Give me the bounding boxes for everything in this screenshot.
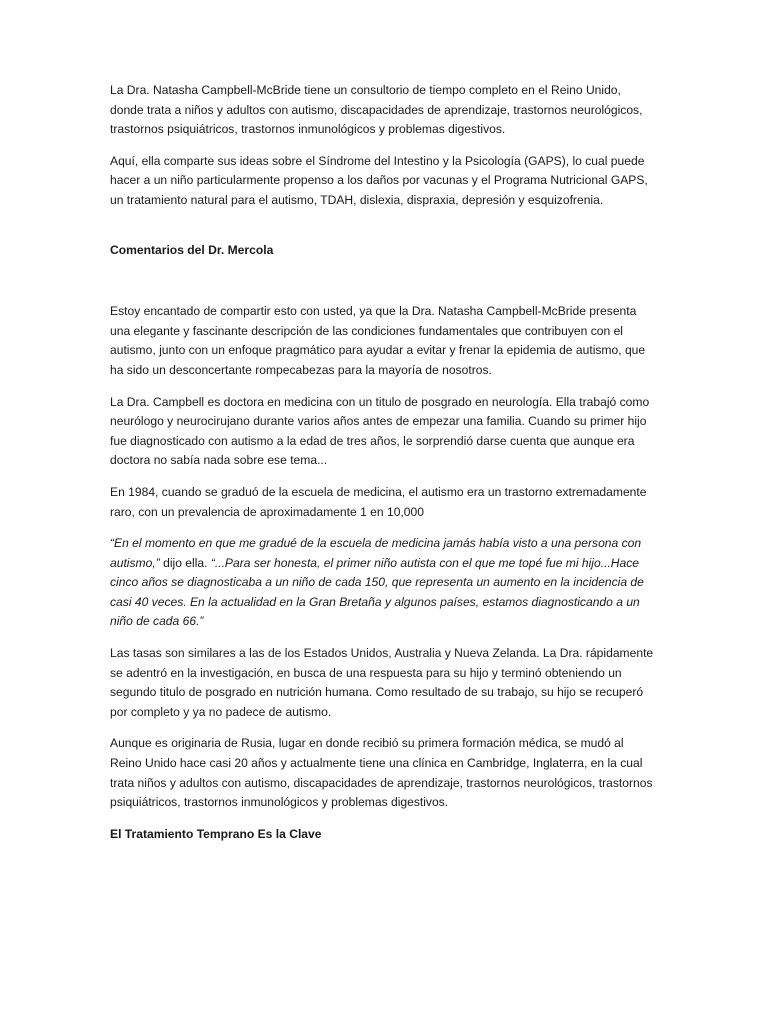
treatment-heading: El Tratamiento Temprano Es la Clave [110, 826, 322, 841]
quote-part-2: “...Para ser honesta, el primer niño autista con el que me topé fue mi hijo...Hace cinco años se diagnosticaba a un niño de cada 150, que representa un aumento en la incidencia de casi 40 veces. En la actualidad en la Gran Bretaña y algunos países, estamos diagnosticando a un niño de cada 66.” [110, 555, 644, 629]
origin-paragraph: Aunque es originaria de Rusia, lugar en donde recibió su primera formación médica, se mudó al Reino Unido hace casi 20 años y actualmente tiene una clínica en Cambridge, Inglaterra, en la cual trata niños y adultos con autismo, discapacidades de aprendizaje, trastornos neurológicos, trastornos psiquiátricos, trastornos inmunológicos y problemas digestivos. [110, 736, 653, 810]
rates-paragraph: Las tasas son similares a las de los Estados Unidos, Australia y Nueva Zelanda. La Dra. rápidamente se adentró en la investigación, en busca de una respuesta para su hijo y terminó obteniendo un segundo titulo de posgrado en nutrición humana. Como resultado de su trabajo, su hijo se recuperó por completo y ya no padece de autismo. [110, 646, 654, 719]
quote-attribution: dijo ella. [159, 555, 211, 570]
quote-paragraph [110, 534, 655, 632]
prevalence-paragraph: En 1984, cuando se graduó de la escuela de medicina, el autismo era un trastorno extremadamente raro, con un prevalencia de aproximadamente 1 en 10,000 [110, 484, 647, 519]
comments-heading: Comentarios del Dr. Mercola [110, 242, 274, 257]
mercola-paragraph: Estoy encantado de compartir esto con usted, ya que la Dra. Natasha Campbell-McBride presenta una elegante y fascinante descripción de las condiciones fundamentales que contribuyen con el autismo, junto con un enfoque pragmático para ayudar a evitar y frenar la epidemia de autismo, que ha sido un desconcertante rompecabezas para la mayoría de nosotros. [110, 304, 646, 377]
document-body [110, 81, 655, 844]
gaps-paragraph: Aquí, ella comparte sus ideas sobre el Síndrome del Intestino y la Psicología (GAPS), lo cual puede hacer a un niño particularmente propenso a los daños por vacunas y el Programa Nutricional GAPS, un tratamiento natural para el autismo, TDAH, dislexia, dispraxia, depresión y esquizofrenia. [110, 153, 648, 207]
quote-part-1: “En el momento en que me gradué de la escuela de medicina jamás había visto a una persona con autismo,” [110, 536, 642, 570]
intro-paragraph: La Dra. Natasha Campbell-McBride tiene un consultorio de tiempo completo en el Reino Unido, donde trata a niños y adultos con autismo, discapacidades de aprendizaje, trastornos neurológicos, trastornos psiquiátricos, trastornos inmunológicos y problemas digestivos. [110, 83, 643, 137]
campbell-background-paragraph: La Dra. Campbell es doctora en medicina con un titulo de posgrado en neurología. Ella trabajó como neurólogo y neurocirujano durante varios años antes de empezar una familia. Cuando su primer hijo fue diagnosticado con autismo a la edad de tres años, le sorprendió darse cuenta que aunque era doctora no sabía nada sobre ese tema... [110, 394, 650, 468]
